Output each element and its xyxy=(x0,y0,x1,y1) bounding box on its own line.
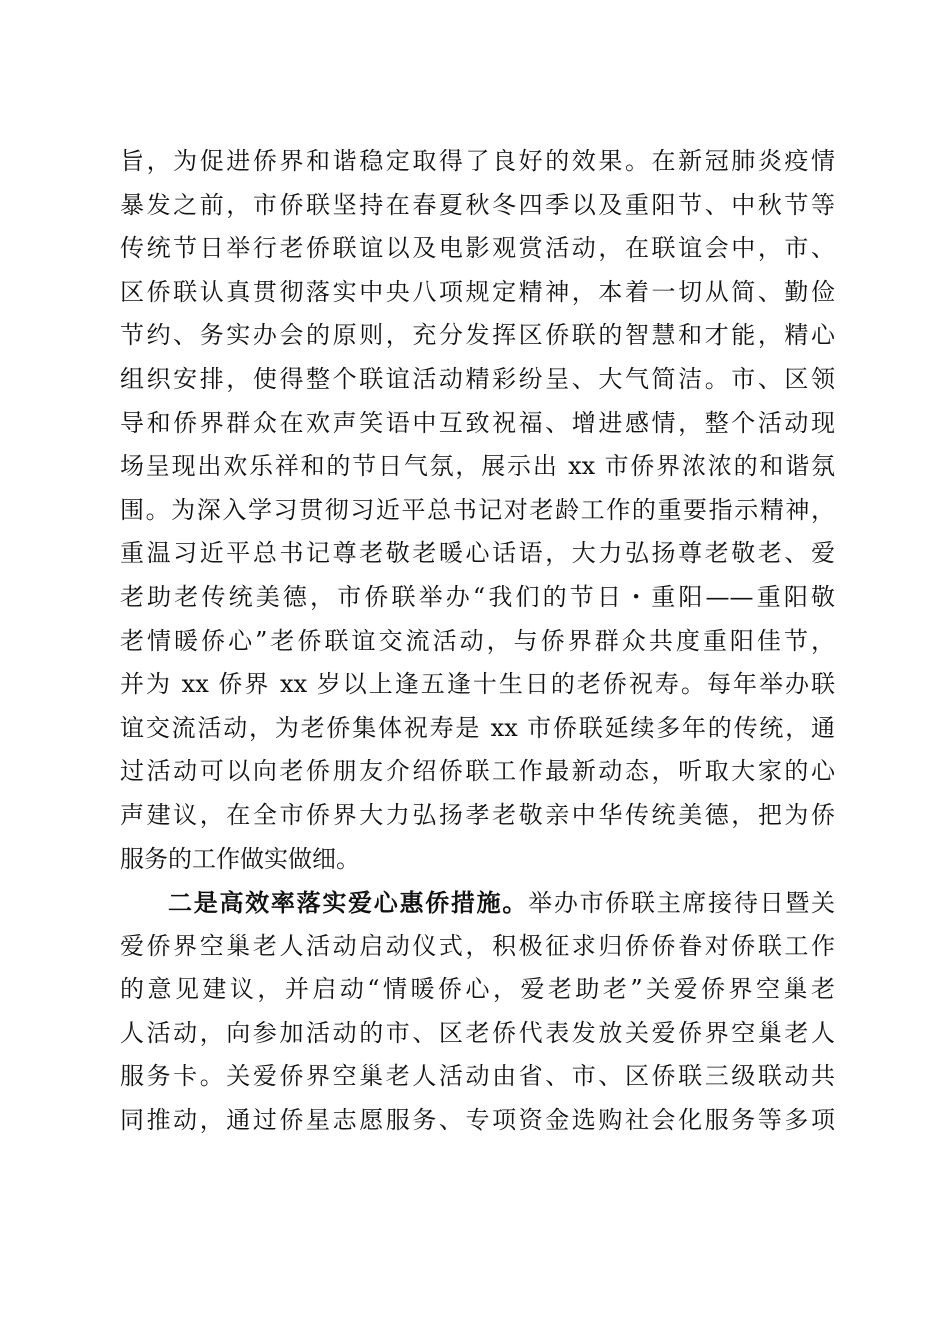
text-line: 组织安排，使得整个联谊活动精彩纷呈、大气简洁。市、区领 xyxy=(120,364,835,393)
text-line: 爱侨界空巢老人活动启动仪式，积极征求归侨侨眷对侨联工作 xyxy=(120,931,835,960)
paragraph-1 xyxy=(120,140,835,881)
text-line: 暴发之前，市侨联坚持在春夏秋冬四季以及重阳节、中秋节等 xyxy=(120,190,835,219)
text-line: 谊交流活动，为老侨集体祝寿是 xx 市侨联延续多年的传统，通 xyxy=(120,713,835,742)
document-body xyxy=(120,140,835,1143)
text-line: 旨，为促进侨界和谐稳定取得了良好的效果。在新冠肺炎疫情 xyxy=(120,147,835,175)
text-line: 服务的工作做实做细。 xyxy=(120,844,360,873)
text-line: 传统节日举行老侨联谊以及电影观赏活动，在联谊会中，市、 xyxy=(120,234,835,263)
text-line: 区侨联认真贯彻落实中央八项规定精神，本着一切从简、勤俭 xyxy=(120,277,835,306)
text-line: 过活动可以向老侨朋友介绍侨联工作最新动态，听取大家的心 xyxy=(120,757,835,786)
paragraph-heading: 二是高效率落实爱心惠侨措施。 xyxy=(168,888,529,918)
text-line: 老情暖侨心”老侨联谊交流活动，与侨界群众共度重阳佳节， xyxy=(120,626,835,655)
text-line-first xyxy=(120,881,835,925)
text-line: 场呈现出欢乐祥和的节日气氛，展示出 xx 市侨界浓浓的和谐氛 xyxy=(120,452,835,481)
text-line: 节约、务实办会的原则，充分发挥区侨联的智慧和才能，精心 xyxy=(120,321,835,350)
text-line: 重温习近平总书记尊老敬老暖心话语，大力弘扬尊老敬老、爱 xyxy=(120,539,835,568)
text-line: 人活动，向参加活动的市、区老侨代表发放关爱侨界空巢老人 xyxy=(120,1018,835,1047)
text-line: 导和侨界群众在欢声笑语中互致祝福、增进感情，整个活动现 xyxy=(120,408,835,437)
text-line: 并为 xx 侨界 xx 岁以上逢五逢十生日的老侨祝寿。每年举办联 xyxy=(120,670,835,699)
text-line: 服务卡。关爱侨界空巢老人活动由省、市、区侨联三级联动共 xyxy=(120,1062,835,1091)
text-line: 围。为深入学习贯彻习近平总书记对老龄工作的重要指示精神， xyxy=(120,495,835,524)
text-line: 声建议，在全市侨界大力弘扬孝老敬亲中华传统美德，把为侨 xyxy=(120,800,835,829)
heading-line-rest: 举办市侨联主席接待日暨关 xyxy=(528,889,836,918)
paragraph-2 xyxy=(120,881,835,1143)
text-line: 的意见建议，并启动“情暖侨心，爱老助老”关爱侨界空巢老 xyxy=(120,975,835,1004)
text-line: 老助老传统美德，市侨联举办“我们的节日・重阳——重阳敬 xyxy=(120,582,835,611)
text-line: 同推动，通过侨星志愿服务、专项资金选购社会化服务等多项 xyxy=(120,1106,835,1135)
